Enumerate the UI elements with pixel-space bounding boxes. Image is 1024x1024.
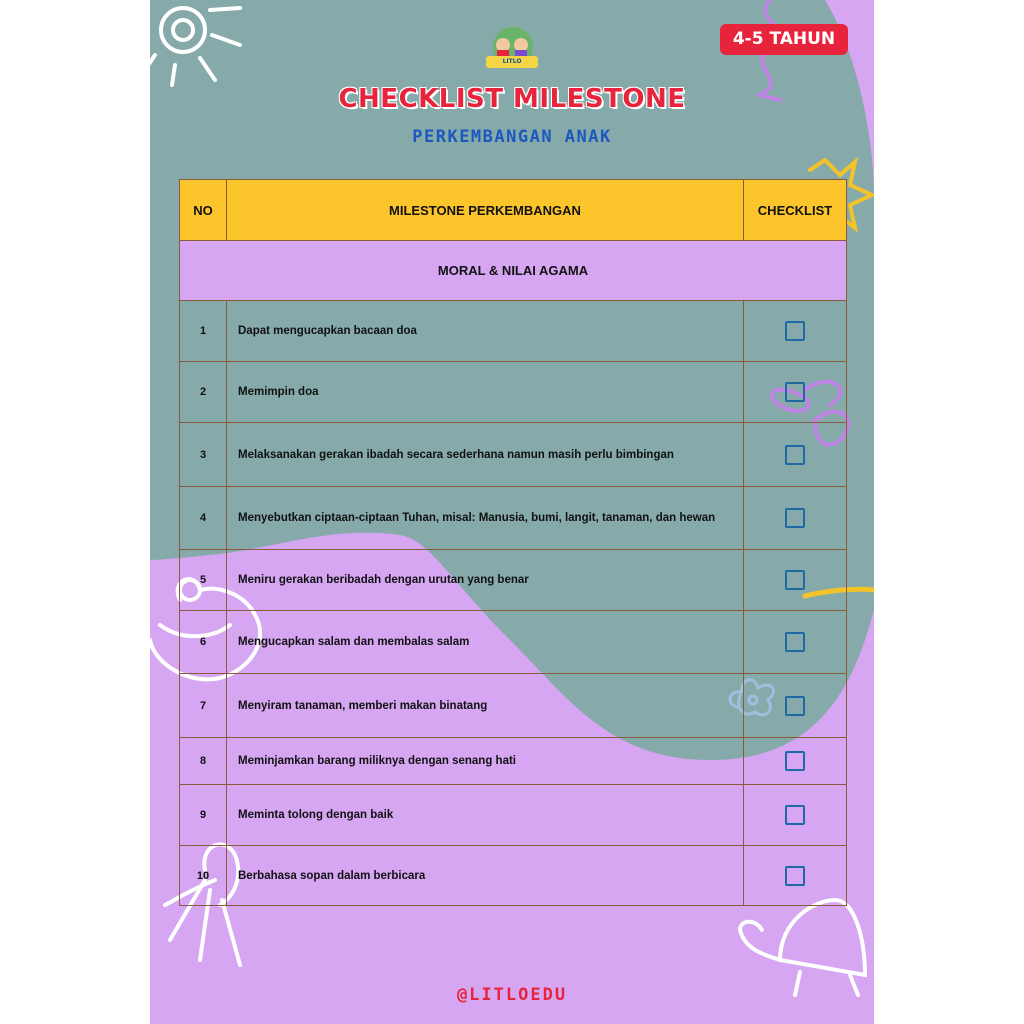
row-number: 6 bbox=[179, 610, 227, 674]
worksheet-page bbox=[150, 0, 874, 1024]
table-row bbox=[179, 845, 847, 906]
row-number: 5 bbox=[179, 549, 227, 611]
table-row bbox=[179, 610, 847, 674]
table-row bbox=[179, 300, 847, 362]
table-row bbox=[179, 361, 847, 423]
row-checklist-cell bbox=[743, 361, 847, 423]
row-checklist-cell bbox=[743, 845, 847, 906]
checkbox[interactable] bbox=[785, 696, 805, 716]
row-number: 10 bbox=[179, 845, 227, 906]
checkbox[interactable] bbox=[785, 866, 805, 886]
row-checklist-cell bbox=[743, 486, 847, 550]
row-milestone: Meniru gerakan beribadah dengan urutan yang benar bbox=[226, 549, 744, 611]
row-checklist-cell bbox=[743, 784, 847, 846]
checkbox[interactable] bbox=[785, 321, 805, 341]
row-number: 2 bbox=[179, 361, 227, 423]
page-subtitle: PERKEMBANGAN ANAK bbox=[412, 127, 612, 147]
table-row bbox=[179, 422, 847, 487]
row-checklist-cell bbox=[743, 610, 847, 674]
row-milestone: Melaksanakan gerakan ibadah secara sederhana namun masih perlu bimbingan bbox=[226, 422, 744, 487]
checkbox[interactable] bbox=[785, 570, 805, 590]
row-number: 3 bbox=[179, 422, 227, 487]
row-milestone: Menyebutkan ciptaan-ciptaan Tuhan, misal: Manusia, bumi, langit, tanaman, dan hewan bbox=[226, 486, 744, 550]
row-milestone: Meminjamkan barang miliknya dengan senang hati bbox=[226, 737, 744, 785]
turtle-doodle-icon bbox=[740, 900, 865, 995]
logo-wordmark: LITLO bbox=[486, 56, 538, 68]
table-row bbox=[179, 486, 847, 550]
checkbox[interactable] bbox=[785, 632, 805, 652]
checkbox[interactable] bbox=[785, 445, 805, 465]
row-checklist-cell bbox=[743, 737, 847, 785]
header-checklist: CHECKLIST bbox=[743, 179, 847, 241]
row-number: 4 bbox=[179, 486, 227, 550]
social-handle: @LITLOEDU bbox=[456, 985, 568, 1005]
page-title: CHECKLIST MILESTONE bbox=[338, 84, 686, 114]
header-milestone: MILESTONE PERKEMBANGAN bbox=[226, 179, 744, 241]
age-badge: 4-5 TAHUN bbox=[720, 24, 848, 55]
row-checklist-cell bbox=[743, 673, 847, 738]
table-row bbox=[179, 737, 847, 785]
row-milestone: Memimpin doa bbox=[226, 361, 744, 423]
table-header-row bbox=[179, 179, 847, 241]
checkbox[interactable] bbox=[785, 382, 805, 402]
header-no: NO bbox=[179, 179, 227, 241]
row-number: 1 bbox=[179, 300, 227, 362]
row-checklist-cell bbox=[743, 422, 847, 487]
row-checklist-cell bbox=[743, 300, 847, 362]
row-checklist-cell bbox=[743, 549, 847, 611]
table-row bbox=[179, 784, 847, 846]
row-milestone: Dapat mengucapkan bacaan doa bbox=[226, 300, 744, 362]
table-row bbox=[179, 549, 847, 611]
table-row bbox=[179, 673, 847, 738]
checkbox[interactable] bbox=[785, 805, 805, 825]
row-number: 9 bbox=[179, 784, 227, 846]
row-milestone: Mengucapkan salam dan membalas salam bbox=[226, 610, 744, 674]
row-number: 8 bbox=[179, 737, 227, 785]
checkbox[interactable] bbox=[785, 508, 805, 528]
row-number: 7 bbox=[179, 673, 227, 738]
row-milestone: Meminta tolong dengan baik bbox=[226, 784, 744, 846]
checkbox[interactable] bbox=[785, 751, 805, 771]
row-milestone: Menyiram tanaman, memberi makan binatang bbox=[226, 673, 744, 738]
section-header: MORAL & NILAI AGAMA bbox=[179, 240, 847, 301]
row-milestone: Berbahasa sopan dalam berbicara bbox=[226, 845, 744, 906]
